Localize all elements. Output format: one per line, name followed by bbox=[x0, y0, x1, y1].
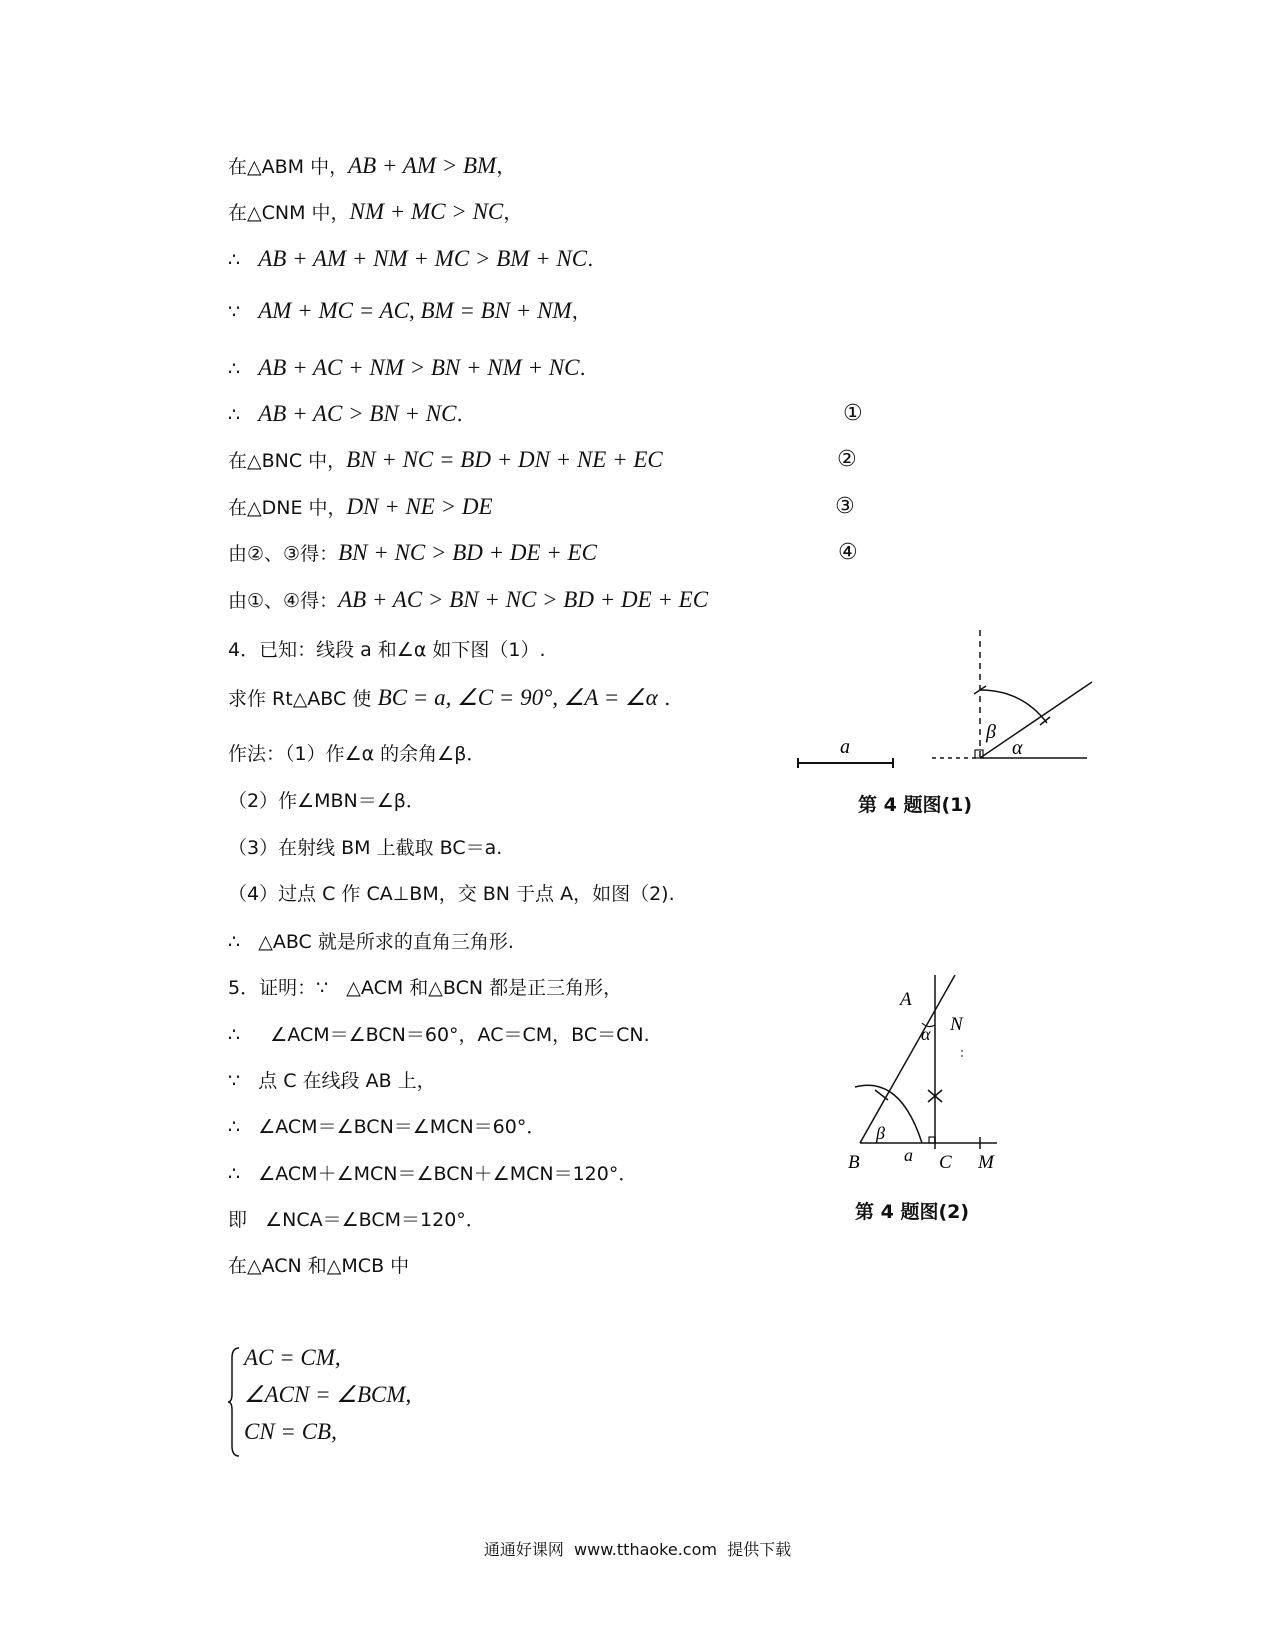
problem5-line-2: ∴ ∠ACM＝∠BCN＝60°，AC＝CM，BC＝CN. bbox=[228, 1024, 650, 1046]
problem4-given: 4．已知：线段 a 和∠α 如下图（1）. bbox=[228, 639, 546, 661]
problem4-task: 求作 Rt△ABC 使 BC = a, ∠C = 90°, ∠A = ∠α . bbox=[228, 685, 671, 710]
beta-label: β bbox=[986, 721, 996, 743]
label-alpha: α bbox=[921, 1024, 931, 1044]
right-angle-mark-2 bbox=[929, 1137, 935, 1143]
proof-line-1: 在△ABM 中，AB + AM > BM， bbox=[228, 153, 517, 178]
proof-line-2: 在△CNM 中，NM + MC > NC， bbox=[228, 199, 524, 224]
problem4-step-4: （4）过点 C 作 CA⊥BM，交 BN 于点 A，如图（2). bbox=[228, 883, 675, 905]
construction-arc bbox=[980, 690, 1047, 723]
figure-4-2 bbox=[840, 975, 1020, 1175]
problem5-line-7: 在△ACN 和△MCB 中 bbox=[228, 1255, 410, 1277]
label-B: B bbox=[848, 1152, 860, 1173]
proof-line-4: ∵ AM + MC = AC, BM = BN + NM， bbox=[228, 298, 592, 323]
problem5-line-6: 即 ∠NCA＝∠BCM＝120°． bbox=[228, 1209, 485, 1231]
figure-4-2-caption: 第 4 题图(2) bbox=[855, 1201, 970, 1223]
problem5-line-1: 5．证明：∵ △ACM 和△BCN 都是正三角形， bbox=[228, 977, 623, 999]
proof-line-8: 在△DNE 中，DN + NE > DE bbox=[228, 494, 493, 519]
marker-3: ③ bbox=[835, 494, 855, 519]
alpha-label: α bbox=[1012, 737, 1023, 759]
label-A: A bbox=[900, 989, 912, 1010]
label-M: M bbox=[978, 1152, 994, 1173]
figure-4-1-caption: 第 4 题图(1) bbox=[858, 794, 973, 816]
problem4-conclusion: ∴ △ABC 就是所求的直角三角形. bbox=[228, 931, 514, 953]
proof-line-6: ∴ AB + AC > BN + NC. bbox=[228, 401, 463, 426]
system-brace bbox=[228, 1346, 240, 1458]
marker-2: ② bbox=[837, 447, 857, 472]
system-eq-1: AC = CM, bbox=[244, 1345, 341, 1370]
segment-a-label: a bbox=[840, 736, 850, 758]
system-eq-2: ∠ACN = ∠BCM, bbox=[244, 1382, 412, 1407]
proof-line-10: 由①、④得：AB + AC > BN + NC > BD + DE + EC bbox=[228, 587, 709, 612]
problem5-line-3: ∵ 点 C 在线段 AB 上， bbox=[228, 1070, 436, 1092]
label-a: a bbox=[904, 1145, 913, 1165]
proof-line-5: ∴ AB + AC + NM > BN + NM + NC. bbox=[228, 355, 586, 380]
label-N: N bbox=[950, 1014, 963, 1035]
marker-4: ④ bbox=[838, 540, 858, 565]
page-footer: 通通好课网 www.tthaoke.com 提供下载 bbox=[483, 1540, 792, 1559]
marker-1: ① bbox=[843, 401, 863, 426]
problem5-line-4: ∴ ∠ACM＝∠BCN＝∠MCN＝60°． bbox=[228, 1116, 546, 1138]
figure-4-1 bbox=[790, 630, 1100, 780]
problem4-step-2: （2）作∠MBN＝∠β． bbox=[228, 790, 425, 812]
problem4-step-1: 作法：（1）作∠α 的余角∠β． bbox=[228, 743, 486, 765]
proof-line-9: 由②、③得：BN + NC > BD + DE + EC bbox=[228, 540, 597, 565]
label-beta: β bbox=[876, 1123, 885, 1143]
proof-line-7: 在△BNC 中，BN + NC = BD + DN + NE + EC bbox=[228, 447, 663, 472]
system-eq-3: CN = CB, bbox=[244, 1419, 337, 1444]
label-C: C bbox=[939, 1152, 952, 1173]
angle-alpha-ray bbox=[980, 682, 1092, 758]
problem4-step-3: （3）在射线 BM 上截取 BC＝a. bbox=[228, 837, 503, 859]
proof-line-3: ∴ AB + AM + NM + MC > BM + NC. bbox=[228, 246, 594, 271]
problem5-line-5: ∴ ∠ACM＋∠MCN＝∠BCN＋∠MCN＝120°． bbox=[228, 1163, 638, 1185]
